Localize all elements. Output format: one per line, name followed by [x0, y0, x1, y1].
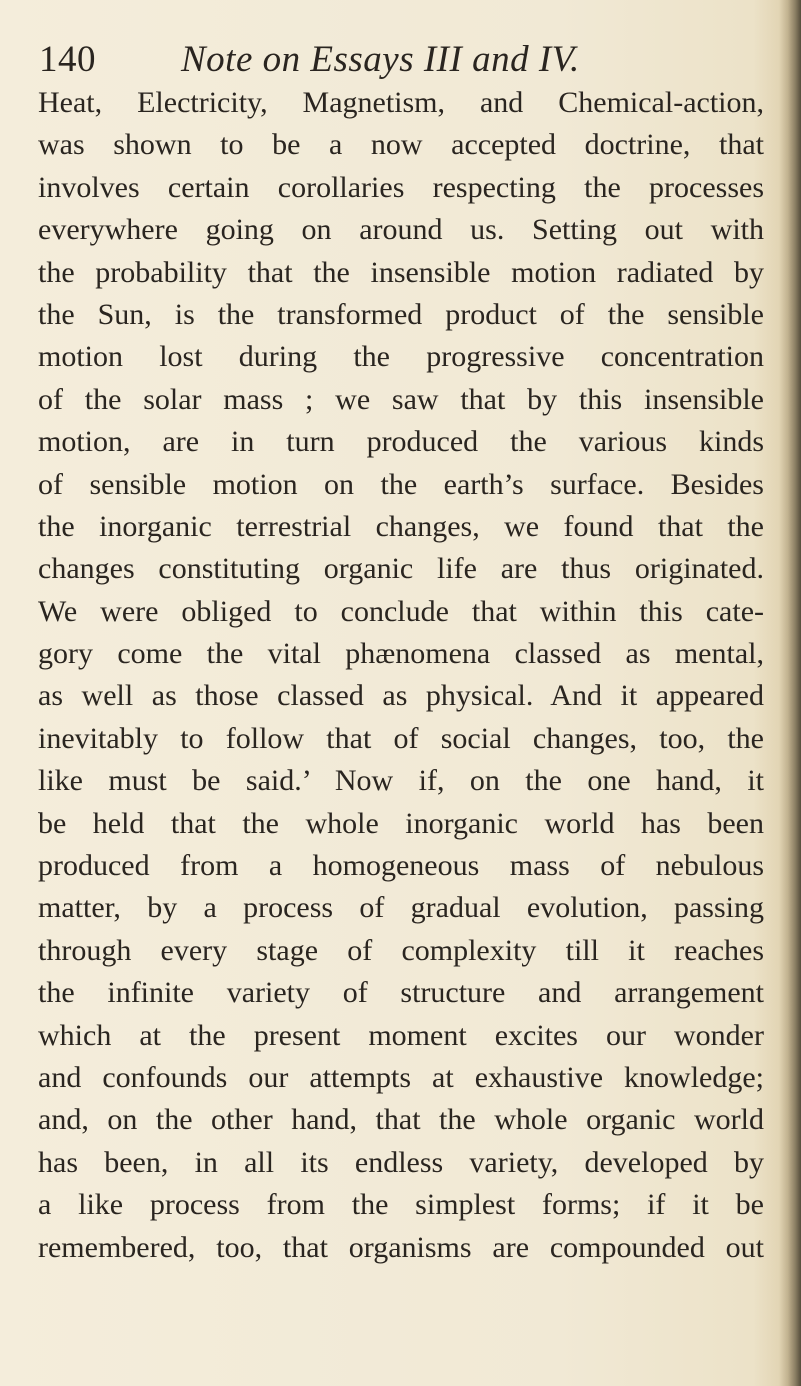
- body-text: [38, 82, 764, 1269]
- text-line: motion lost during the progressive concentration: [38, 340, 764, 374]
- text-line: like must be said.’ Now if, on the one hand, it: [38, 764, 764, 798]
- running-title: Note on Essays III and IV.: [181, 39, 580, 80]
- text-line: involves certain corollaries respecting the processes: [38, 170, 764, 204]
- text-line: and, on the other hand, that the whole organic world: [38, 1103, 764, 1137]
- page-edge-shadow: [779, 0, 801, 1386]
- text-line: matter, by a process of gradual evolution, passing: [38, 891, 764, 925]
- text-line: be held that the whole inorganic world has been: [38, 806, 764, 840]
- text-line: a like process from the simplest forms; if it be: [38, 1188, 764, 1222]
- text-line: Heat, Electricity, Magnetism, and Chemical-action,: [38, 86, 764, 119]
- text-line: the inorganic terrestrial changes, we found that the: [38, 509, 764, 543]
- text-line: as well as those classed as physical. And it appeared: [38, 679, 764, 713]
- text-line: through every stage of complexity till it reaches: [38, 933, 764, 967]
- text-line: the Sun, is the transformed product of the sensible: [38, 297, 764, 331]
- text-line: changes constituting organic life are thus originated.: [38, 552, 764, 586]
- text-line: inevitably to follow that of social changes, too, the: [38, 721, 764, 755]
- text-line: produced from a homogeneous mass of nebulous: [38, 849, 764, 883]
- text-line: and confounds our attempts at exhaustive knowledge;: [38, 1060, 764, 1094]
- text-line: has been, in all its endless variety, developed by: [38, 1145, 764, 1179]
- text-line: of the solar mass ; we saw that by this insensible: [38, 382, 764, 416]
- text-line: gory come the vital phænomena classed as mental,: [38, 637, 764, 671]
- text-line: everywhere going on around us. Setting out with: [38, 213, 764, 247]
- text-line: motion, are in turn produced the various kinds: [38, 425, 764, 459]
- text-line: of sensible motion on the earth’s surface. Besides: [38, 467, 764, 501]
- text-line: was shown to be a now accepted doctrine, that: [38, 128, 764, 162]
- page-number: 140: [39, 39, 96, 80]
- text-line: We were obliged to conclude that within this cate-: [38, 594, 764, 628]
- text-line: the probability that the insensible motion radiated by: [38, 255, 764, 289]
- text-line: which at the present moment excites our wonder: [38, 1018, 764, 1052]
- running-head: [39, 36, 739, 86]
- text-line: remembered, too, that organisms are compounded out: [38, 1230, 764, 1264]
- text-line: the infinite variety of structure and arrangement: [38, 976, 764, 1010]
